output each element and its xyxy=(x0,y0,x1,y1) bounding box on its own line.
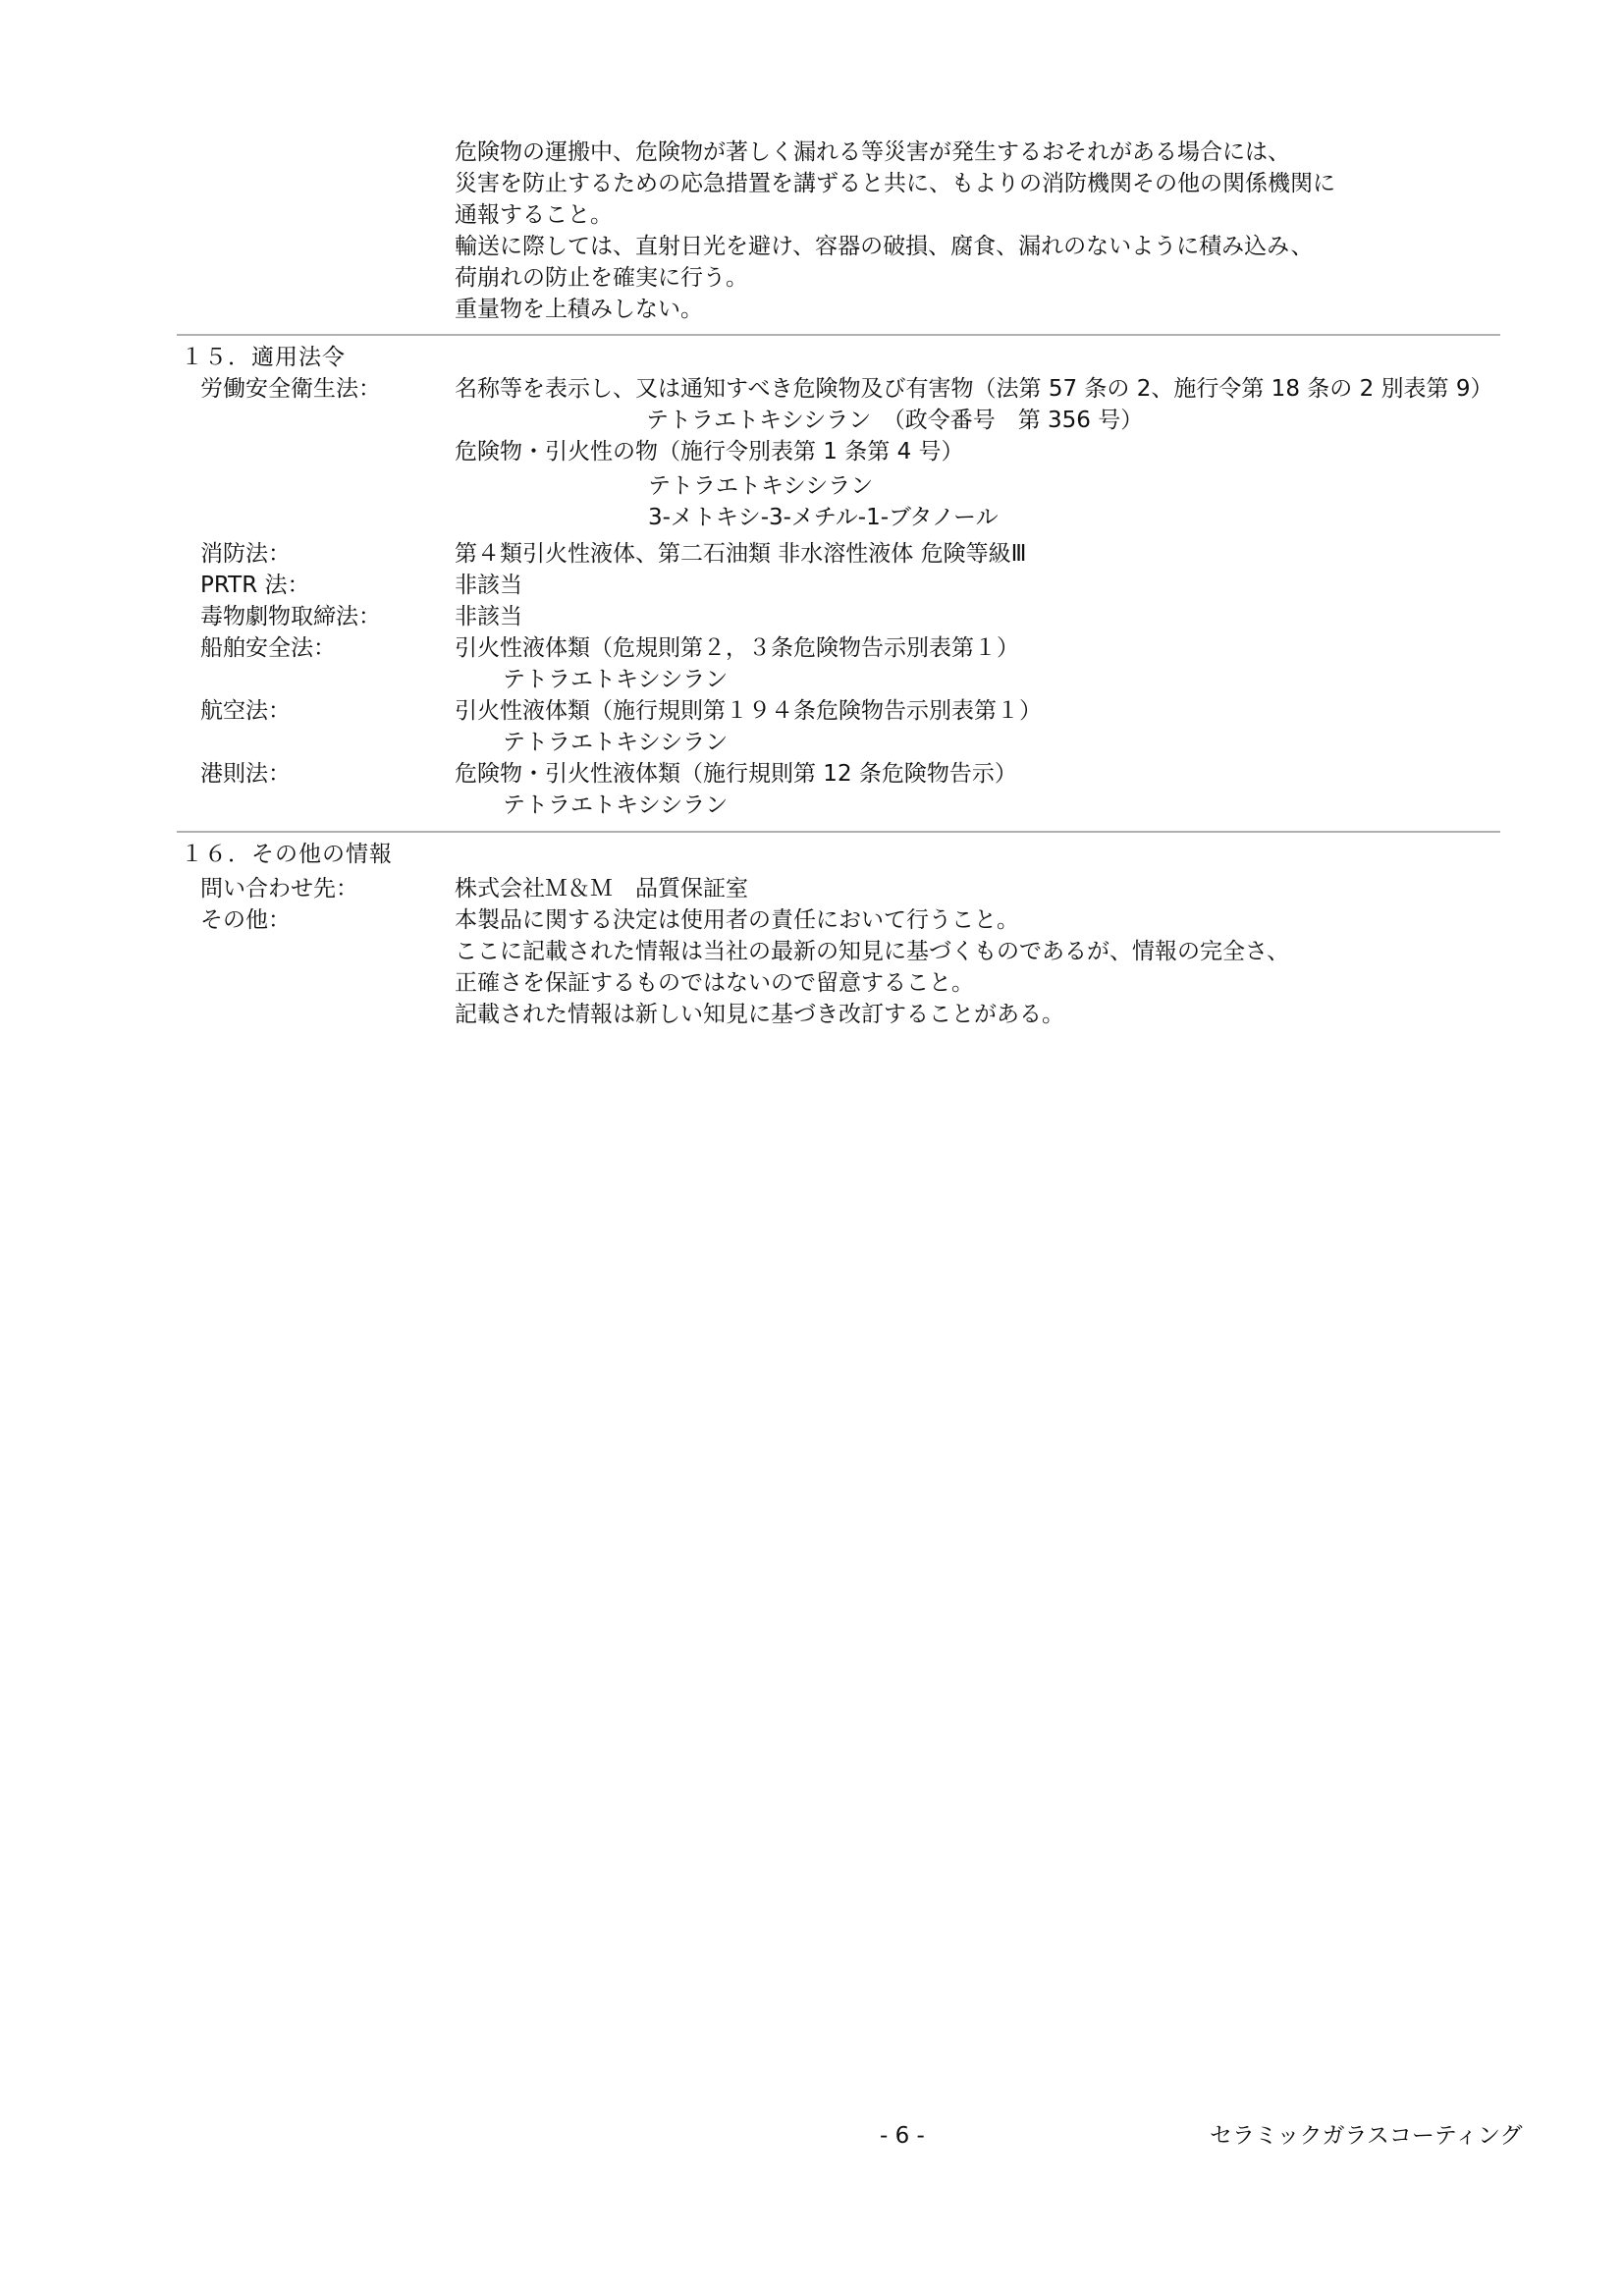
law-label: 船舶安全法： xyxy=(200,635,336,661)
law-text: 引火性液体類（危規則第２，３条危険物告示別表第１） xyxy=(455,635,1019,661)
law-text: 第４類引火性液体、第二石油類 非水溶性液体 危険等級Ⅲ xyxy=(455,541,1027,567)
law-text: 非該当 xyxy=(455,573,522,598)
info-label: 問い合わせ先： xyxy=(200,876,358,902)
law-text: テトラエトキシシラン xyxy=(503,730,729,755)
law-text: テトラエトキシシラン （政令番号 第 356 号） xyxy=(646,408,1144,433)
page-number: - 6 - xyxy=(880,2123,925,2149)
law-text: テトラエトキシシラン xyxy=(503,667,729,692)
transport-text-line: 重量物を上積みしない。 xyxy=(455,297,703,322)
info-text: ここに記載された情報は当社の最新の知見に基づくものであるが、情報の完全さ、 xyxy=(455,939,1290,964)
law-label: 労働安全衛生法： xyxy=(200,376,381,402)
transport-text-line: 危険物の運搬中、危険物が著しく漏れる等災害が発生するおそれがある場合には、 xyxy=(455,139,1290,165)
section-16-heading: １６．その他の情報 xyxy=(181,842,393,867)
law-text: 名称等を表示し、又は通知すべき危険物及び有害物（法第 57 条の 2、施行令第 18 条の 2 別表第 9） xyxy=(455,376,1493,402)
transport-text-line: 荷崩れの防止を確実に行う。 xyxy=(455,265,748,291)
law-text: テトラエトキシシラン xyxy=(503,793,729,818)
transport-text-line: 通報すること。 xyxy=(455,202,613,228)
section-divider xyxy=(177,831,1500,833)
transport-text-line: 輸送に際しては、直射日光を避け、容器の破損、腐食、漏れのないように積み込み、 xyxy=(455,234,1314,259)
law-label: 港則法： xyxy=(200,761,291,787)
product-name: セラミックガラスコーティング xyxy=(1210,2123,1523,2149)
section-divider xyxy=(177,334,1500,336)
transport-text-line: 災害を防止するための応急措置を講ずると共に、もよりの消防機関その他の関係機関に xyxy=(455,171,1335,196)
info-text: 株式会社Ｍ＆Ｍ 品質保証室 xyxy=(455,876,748,902)
law-text: 引火性液体類（施行規則第１９４条危険物告示別表第１） xyxy=(455,698,1042,724)
law-text: 3-メトキシ-3-メチル-1-ブタノール xyxy=(648,505,999,530)
law-label: 消防法： xyxy=(200,541,291,567)
info-text: 正確さを保証するものではないので留意すること。 xyxy=(455,970,974,996)
law-label: 航空法： xyxy=(200,698,291,724)
law-label: PRTR 法： xyxy=(200,573,310,598)
law-label: 毒物劇物取締法： xyxy=(200,604,381,629)
section-15-heading: １５．適用法令 xyxy=(181,345,346,370)
info-text: 本製品に関する決定は使用者の責任において行うこと。 xyxy=(455,907,1019,933)
info-text: 記載された情報は新しい知見に基づき改訂することがある。 xyxy=(455,1002,1064,1027)
law-text: 非該当 xyxy=(455,604,522,629)
law-text: 危険物・引火性液体類（施行規則第 12 条危険物告示） xyxy=(455,761,1017,787)
law-text: テトラエトキシシラン xyxy=(648,473,874,499)
info-label: その他： xyxy=(200,907,291,933)
law-text: 危険物・引火性の物（施行令別表第 1 条第 4 号） xyxy=(455,439,964,465)
